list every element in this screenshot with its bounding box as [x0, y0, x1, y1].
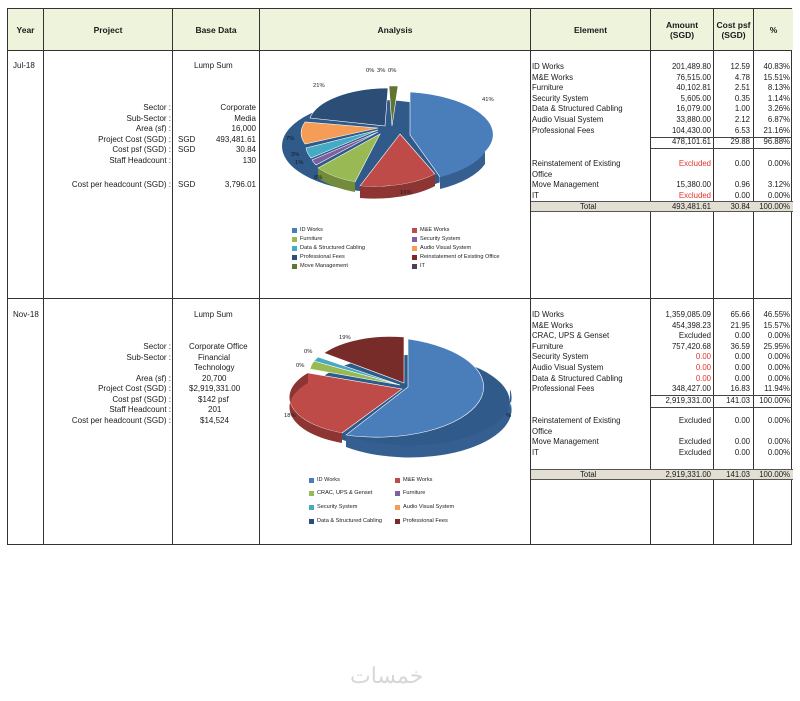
element-name: Professional Fees	[532, 125, 595, 135]
element-psf: 16.83	[730, 384, 750, 394]
legend-item: M&E Works	[412, 227, 449, 234]
element-amount: 104,430.00	[671, 125, 711, 135]
extra-amount: Excluded	[678, 447, 711, 457]
header-cost-psf: Cost psf (SGD)	[714, 9, 753, 50]
extra-name-cont: Office	[532, 426, 553, 436]
base-value: Corporate Office	[189, 342, 248, 351]
element-amount: 348,427.00	[671, 384, 711, 394]
element-psf: 12.59	[730, 62, 750, 71]
project-label: Area (sf) :	[135, 124, 171, 133]
header-project: Project	[44, 9, 172, 50]
total-label: Total	[580, 469, 597, 479]
element-amount: 76,515.00	[676, 72, 711, 82]
base-value: 201	[208, 405, 222, 414]
legend-item: Reinstatement of Existing Office	[412, 254, 500, 261]
pie-label: 18%	[284, 413, 296, 419]
element-name: Security System	[532, 93, 589, 103]
base-value: $2,919,331.00	[189, 384, 241, 393]
extra-psf: 0.00	[734, 159, 750, 168]
project-label: Project Cost (SGD) :	[98, 134, 171, 144]
project-label: Sector :	[143, 103, 171, 112]
subtotal-pct: 100.00%	[759, 395, 790, 405]
subtotal-amount: 2,919,331.00	[665, 395, 711, 405]
extra-pct: 0.00%	[767, 437, 790, 447]
base-value: $14,524	[200, 415, 229, 425]
element-amount: 1,359,085.09	[665, 310, 711, 319]
header-pct: %	[754, 9, 793, 50]
element-pct: 0.00%	[767, 363, 790, 372]
element-psf: 6.53	[734, 125, 750, 135]
pie-label: 0%	[388, 68, 397, 74]
extra-pct: 0.00%	[767, 447, 790, 457]
legend-item: Audio Visual System	[412, 245, 471, 252]
pie-label: 0%	[296, 363, 305, 369]
element-psf: 0.00	[734, 331, 750, 341]
element-pct: 0.00%	[767, 373, 790, 383]
element-pct: 21.16%	[763, 125, 790, 135]
extra-pct: 0.00%	[767, 190, 790, 200]
year-cell: Jul-18	[13, 61, 35, 70]
base-type: Lump Sum	[194, 61, 233, 70]
extra-amount: Excluded	[678, 416, 711, 425]
base-prefix: SGD	[178, 180, 196, 189]
legend-item: IT	[412, 263, 425, 270]
base-value: 16,000	[231, 124, 256, 133]
element-pct: 25.95%	[763, 341, 790, 351]
project-label: Cost psf (SGD) :	[112, 394, 171, 404]
element-name: Professional Fees	[532, 384, 595, 394]
element-psf: 2.51	[734, 83, 750, 93]
extra-name: Move Management	[532, 180, 599, 190]
element-psf: 21.95	[730, 320, 750, 330]
pie-label: 16%	[400, 190, 412, 196]
base-value: 130	[242, 155, 256, 165]
element-psf: 1.00	[734, 104, 750, 114]
year-cell: Nov-18	[13, 310, 39, 319]
extra-name: Reinstatement of Existing	[532, 159, 621, 168]
extra-name-cont: Office	[532, 169, 553, 179]
pie-label: 3%	[291, 152, 300, 158]
pie-label: 8%	[314, 175, 323, 181]
element-amount: 454,398.23	[671, 320, 711, 330]
base-value: 493,481.61	[215, 134, 256, 144]
subtotal-psf: 29.88	[730, 137, 750, 146]
legend-item: CRAC, UPS & Genset	[309, 490, 372, 497]
extra-amount: 15,380.00	[676, 180, 711, 190]
element-name: M&E Works	[532, 320, 574, 330]
project-label: Cost psf (SGD) :	[112, 145, 171, 154]
total-amount: 2,919,331.00	[665, 469, 711, 479]
base-value: Financial	[198, 352, 231, 362]
project-label: Sector :	[143, 342, 171, 351]
legend-item: Move Management	[292, 263, 348, 270]
element-pct: 3.26%	[767, 104, 790, 114]
element-psf: 2.12	[734, 115, 750, 124]
extra-psf: 0.00	[734, 416, 750, 425]
element-name: Furniture	[532, 83, 564, 93]
element-psf: 0.00	[734, 373, 750, 383]
header-year: Year	[8, 9, 43, 50]
subtotal-amount: 478,101.61	[671, 137, 711, 146]
element-name: Audio Visual System	[532, 363, 604, 372]
element-amount: 33,880.00	[676, 115, 711, 124]
pie-label: 0%	[366, 68, 375, 74]
extra-psf: 0.00	[734, 190, 750, 200]
project-label: Cost per headcount (SGD) :	[71, 415, 171, 425]
legend-item: Furniture	[292, 236, 322, 243]
project-label: Sub-Sector :	[126, 352, 171, 362]
extra-name: IT	[532, 190, 539, 200]
element-amount: 5,605.00	[680, 93, 711, 103]
pie-label: 0%	[304, 349, 313, 355]
element-name: ID Works	[532, 62, 564, 71]
base-value: Technology	[194, 363, 235, 372]
legend-item: Data & Structured Cabling	[292, 245, 365, 252]
base-value: 30.84	[235, 145, 256, 154]
base-value: $142 psf	[198, 394, 229, 404]
element-amount: Excluded	[678, 331, 711, 341]
project-label: Staff Headcount :	[109, 155, 171, 165]
extra-name: IT	[532, 447, 539, 457]
legend-item: ID Works	[292, 227, 323, 234]
extra-amount: Excluded	[678, 190, 711, 200]
legend-item: Furniture	[395, 490, 425, 497]
legend-item: Audio Visual System	[395, 504, 454, 511]
element-amount: 0.00	[695, 363, 711, 372]
total-band	[531, 469, 793, 480]
element-pct: 11.94%	[764, 384, 790, 394]
extra-amount: Excluded	[678, 437, 711, 447]
extra-pct: 0.00%	[767, 416, 790, 425]
extra-amount: Excluded	[678, 159, 711, 168]
total-label: Total	[580, 201, 597, 211]
element-name: Data & Structured Cabling	[532, 373, 623, 383]
legend-item: ID Works	[309, 477, 340, 484]
element-psf: 0.00	[734, 352, 750, 362]
pie-label: %	[506, 413, 512, 419]
pie-label: 7%	[286, 136, 295, 142]
base-prefix: SGD	[178, 145, 196, 154]
total-pct: 100.00%	[759, 469, 790, 479]
pie-chart-jul-18	[260, 64, 530, 214]
pie-label: 1%	[295, 160, 304, 166]
total-pct: 100.00%	[759, 201, 790, 211]
legend-item: Security System	[412, 236, 460, 243]
element-name: ID Works	[532, 310, 564, 319]
base-prefix: SGD	[178, 134, 196, 144]
element-name: CRAC, UPS & Genset	[532, 331, 610, 341]
element-name: Furniture	[532, 341, 564, 351]
project-label: Staff Headcount :	[109, 405, 171, 414]
base-value: Media	[234, 113, 256, 123]
element-psf: 0.00	[734, 363, 750, 372]
element-amount: 757,420.68	[671, 341, 711, 351]
element-pct: 1.14%	[767, 93, 790, 103]
element-name: Data & Structured Cabling	[532, 104, 623, 114]
base-type: Lump Sum	[194, 310, 233, 319]
legend-item: Security System	[309, 504, 357, 511]
total-psf: 141.03	[726, 469, 750, 479]
element-name: M&E Works	[532, 72, 574, 82]
element-pct: 0.00%	[767, 352, 790, 362]
element-amount: 16,079.00	[676, 104, 711, 114]
extra-name: Reinstatement of Existing	[532, 416, 621, 425]
base-value: Corporate	[220, 103, 256, 112]
element-pct: 0.00%	[767, 331, 790, 341]
extra-name: Move Management	[532, 437, 599, 447]
extra-pct: 3.12%	[767, 180, 790, 190]
legend-item: Data & Structured Cabling	[309, 518, 382, 525]
watermark-logo: خمسات	[350, 663, 424, 688]
legend-item: Professional Fees	[395, 518, 448, 525]
pie-label: 41%	[482, 97, 494, 103]
legend-item: Professional Fees	[292, 254, 345, 261]
project-label: Sub-Sector :	[126, 113, 171, 123]
header-element: Element	[531, 9, 650, 50]
cost-analysis-sheet	[7, 8, 792, 545]
header-base-data: Base Data	[173, 9, 259, 50]
element-amount: 0.00	[695, 352, 711, 362]
extra-psf: 0.96	[734, 180, 750, 190]
element-name: Audio Visual System	[532, 115, 604, 124]
element-psf: 4.78	[734, 72, 750, 82]
element-psf: 0.35	[734, 93, 750, 103]
project-label: Cost per headcount (SGD) :	[71, 180, 171, 189]
header-analysis: Analysis	[260, 9, 530, 50]
element-pct: 15.57%	[763, 320, 790, 330]
extra-pct: 0.00%	[767, 159, 790, 168]
extra-psf: 0.00	[734, 447, 750, 457]
total-amount: 493,481.61	[671, 201, 711, 211]
element-pct: 6.87%	[767, 115, 790, 124]
header-amount: Amount (SGD)	[651, 9, 713, 50]
base-value: 20,700	[202, 373, 227, 383]
total-psf: 30.84	[730, 201, 750, 211]
element-pct: 8.13%	[767, 83, 790, 93]
pie-label: 19%	[339, 335, 351, 341]
pie-label: 3%	[377, 68, 386, 74]
pie-label: 21%	[313, 83, 325, 89]
element-amount: 0.00	[695, 373, 711, 383]
element-pct: 15.51%	[763, 72, 790, 82]
project-label: Project Cost (SGD) :	[98, 384, 171, 393]
element-pct: 40.83%	[763, 62, 790, 71]
legend-item: M&E Works	[395, 477, 432, 484]
element-amount: 201,489.80	[671, 62, 711, 71]
element-name: Security System	[532, 352, 589, 362]
pie-chart-nov-18	[260, 325, 530, 475]
element-psf: 65.66	[730, 310, 750, 319]
subtotal-pct: 96.88%	[763, 137, 790, 146]
extra-psf: 0.00	[734, 437, 750, 447]
element-amount: 40,102.81	[676, 83, 711, 93]
base-value: 3,796.01	[224, 180, 256, 189]
subtotal-psf: 141.03	[726, 395, 750, 405]
element-pct: 46.55%	[763, 310, 790, 319]
element-psf: 36.59	[730, 341, 750, 351]
project-label: Area (sf) :	[135, 373, 171, 383]
total-band	[531, 201, 793, 212]
